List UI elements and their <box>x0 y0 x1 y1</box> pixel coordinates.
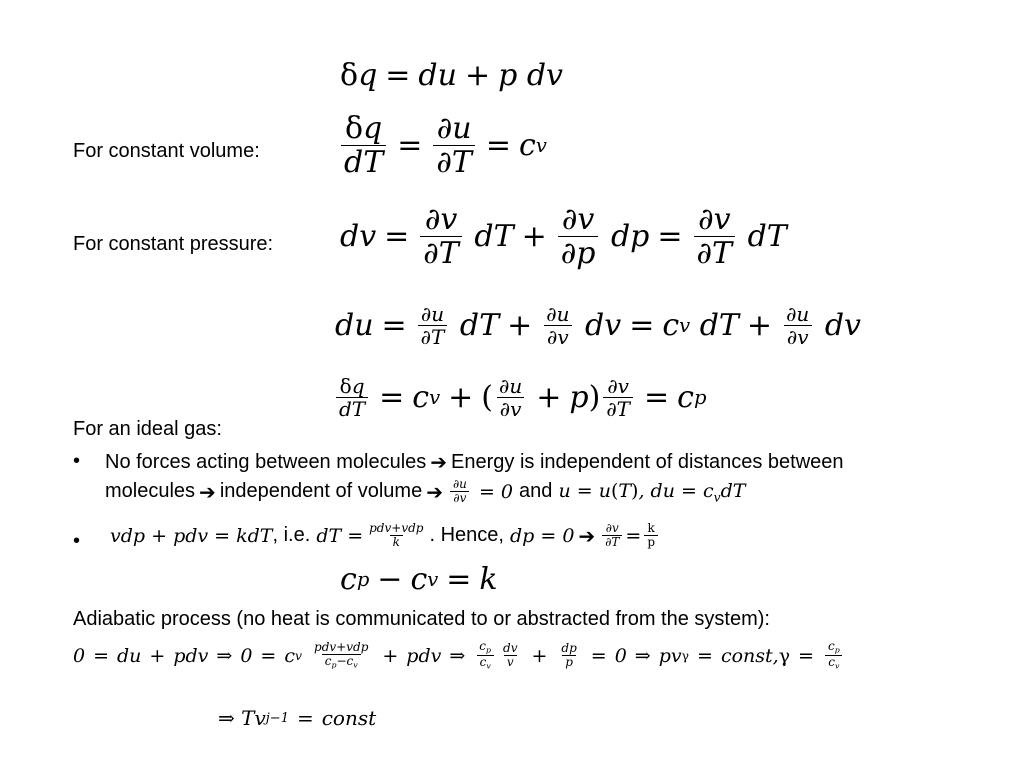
bullet-2-ie: , i.e. <box>272 524 311 547</box>
right-arrow-icon: ➔ <box>199 479 216 504</box>
right-arrow-icon: ➔ <box>430 450 448 474</box>
label-constant-pressure: For constant pressure: <box>73 233 274 255</box>
equation-du: du = $\frac{\partial u}{\partial T}$ dT + $\frac{\partial u}{\partial v}$ dv = c v dT + $\frac{\partial u}{\partial v}$ dv <box>335 302 861 349</box>
bullet-2-line: vdp + pdv = kdT , i.e. dT = $\frac{\text{pdv+vdp}}{k}$ . Hence, dp = 0 ➔ $\frac{\partial v}{\partial T}$ = $\frac{k}{p}$ <box>110 522 661 549</box>
equation-mayer: c p − c v = k <box>340 562 498 597</box>
label-adiabatic: Adiabatic process (no heat is communicated to or abstracted from the system): <box>73 608 770 630</box>
label-constant-volume: For constant volume: <box>73 140 260 162</box>
bullet-marker-1: • <box>73 450 81 472</box>
bullet-1-text-d: independent of volume <box>219 480 423 503</box>
bullet-1-line-2: molecules ➔ independent of volume ➔ $\frac{\partial u}{\partial v}$ = 0 and u = u(T), du = $c_vdT$ <box>105 477 746 506</box>
bullet-marker-2: • <box>73 530 81 552</box>
equation-adiabatic: 0 = du + pdv ⇒ 0 = c v $\frac{\text{pdv+vdp}}{c_p-c_v}$ + pdv ⇒ $\frac{c_p}{c_v}$ $\frac{dv}{v}$ + $\frac{dp}{p}$ = 0 ⇒ pv γ = const, γ = $\frac{c_p}{c_v}$ <box>73 640 846 672</box>
bullet-1-text-b: Energy is independent of distances between <box>451 450 844 473</box>
right-arrow-icon: ➔ <box>426 479 443 504</box>
equation-dv: dv = $\frac{\partial v}{\partial T}$ dT + $\frac{\partial v}{\partial p}$ dp = $\frac{\partial v}{\partial T}$ dT <box>340 202 787 271</box>
equation-first-law: δ q = du + p dv <box>340 58 563 93</box>
bullet-1-text-c: molecules <box>105 480 196 503</box>
bullet-1-line-1 <box>105 450 844 474</box>
right-arrow-icon: ➔ <box>578 523 596 548</box>
bullet-2-hence: . Hence, <box>429 524 504 547</box>
equation-cp: $\frac{\delta q}{dT}$ = c v + ( $\frac{\partial u}{\partial v}$ + p ) $\frac{\partial v}{\partial T}$ = c p <box>333 375 706 420</box>
equation-cv: $\frac{\delta q}{dT}$ = $\frac{\partial u}{\partial T}$ = c v <box>338 112 547 179</box>
bullet-1-and: and <box>519 480 553 503</box>
bullet-1-text-a: No forces acting between molecules <box>105 450 427 473</box>
label-ideal-gas: For an ideal gas: <box>73 418 222 440</box>
equation-tv: ⇒ Tv j−1 = const <box>218 706 377 730</box>
